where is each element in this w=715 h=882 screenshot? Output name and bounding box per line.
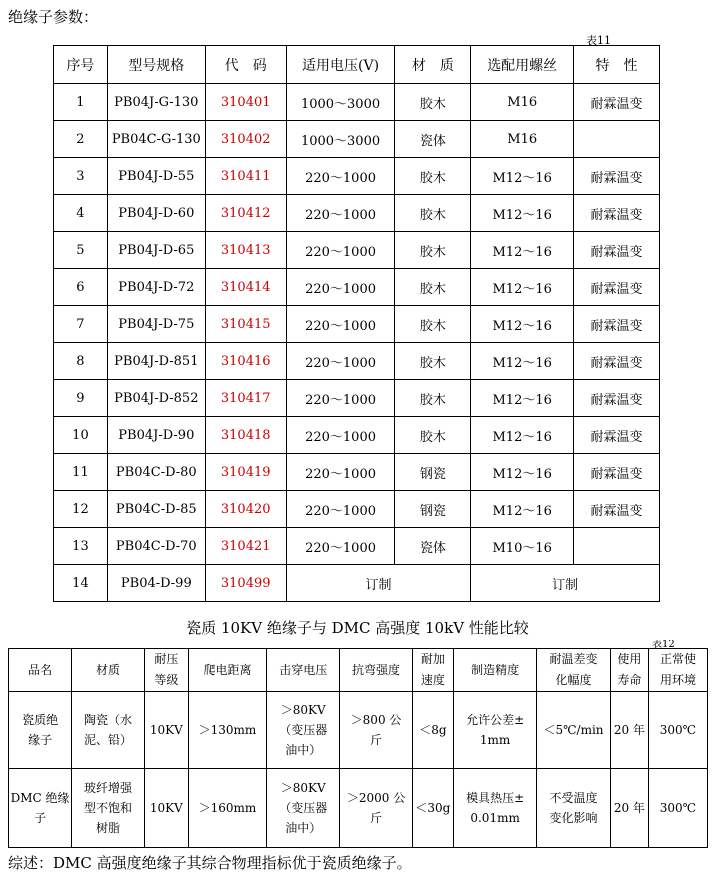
table-cell: PB04J-D-75 [107,306,205,343]
column-header: 适用电压(V) [286,46,395,84]
column-header: 击穿电压 [267,649,340,692]
table-cell: PB04J-D-90 [107,417,205,454]
table-cell: 10 [54,417,108,454]
table-cell: 9 [54,380,108,417]
table-cell: 胶木 [395,84,471,121]
table-cell: 5 [54,232,108,269]
product-code: 310411 [205,158,286,195]
custom-order-cell: 订制 [471,565,660,602]
table-cell: 10KV [144,692,188,769]
table-row [54,565,660,602]
product-code: 310416 [205,343,286,380]
insulator-parameters-table [53,45,660,602]
table-cell: 2 [54,121,108,158]
table-row [54,84,660,121]
column-header: 品名 [9,649,72,692]
performance-comparison-table [8,648,708,848]
table-cell: 220～1000 [286,232,395,269]
table-cell: DMC 绝缘 子 [9,769,72,848]
table-header-row [9,649,708,692]
table-cell: 4 [54,195,108,232]
table-cell [574,528,660,565]
table-cell: 300℃ [648,692,707,769]
table-row [54,232,660,269]
table-cell: 10KV [144,769,188,848]
table-cell: M12～16 [471,454,574,491]
table-cell: 12 [54,491,108,528]
column-header: 材 质 [395,46,471,84]
table-cell: 1 [54,84,108,121]
table-cell: 耐霖温变 [574,491,660,528]
table-cell: 14 [54,565,108,602]
table-cell: PB04J-D-851 [107,343,205,380]
table-cell: 胶木 [395,158,471,195]
table-cell: 7 [54,306,108,343]
product-code: 310417 [205,380,286,417]
table-cell: M16 [471,121,574,158]
product-code: 310499 [205,565,286,602]
table-cell: 钢瓷 [395,491,471,528]
summary-text: 综述：DMC 高强度绝缘子其综合物理指标优于瓷质绝缘子。 [8,854,412,872]
table-row [54,528,660,565]
table-cell [574,121,660,158]
table-cell: 胶木 [395,417,471,454]
custom-order-cell: 订制 [286,565,471,602]
table-cell: 11 [54,454,108,491]
table-cell: 耐霖温变 [574,306,660,343]
table-row [54,306,660,343]
table-cell: 耐霖温变 [574,158,660,195]
table-cell: M12～16 [471,269,574,306]
table-cell: 胶木 [395,232,471,269]
table-cell: 220～1000 [286,491,395,528]
table-cell: PB04J-D-65 [107,232,205,269]
table-cell: 220～1000 [286,269,395,306]
table-cell: 耐霖温变 [574,195,660,232]
table-cell: ＜30g [412,769,453,848]
table-cell: 玻纤增强 型不饱和 树脂 [72,769,145,848]
product-code: 310419 [205,454,286,491]
table-cell: 8 [54,343,108,380]
table-cell: M12～16 [471,158,574,195]
table-cell: 220～1000 [286,417,395,454]
table-cell: PB04C-D-85 [107,491,205,528]
table-row [9,769,708,848]
table-cell: PB04J-D-60 [107,195,205,232]
product-code: 310402 [205,121,286,158]
table-row [54,454,660,491]
column-header: 耐加 速度 [412,649,453,692]
product-code: 310415 [205,306,286,343]
comparison-caption: 瓷质 10KV 绝缘子与 DMC 高强度 10kV 性能比较 [186,619,529,637]
table-row [54,158,660,195]
section-heading: 绝缘子参数： [8,8,99,26]
table-cell: M12～16 [471,417,574,454]
table-row [54,269,660,306]
table-label: 表11 [586,34,611,47]
table-cell: 1000～3000 [286,121,395,158]
table-cell: M12～16 [471,306,574,343]
table-cell: PB04C-D-70 [107,528,205,565]
table-cell: 瓷体 [395,528,471,565]
table-cell: 钢瓷 [395,454,471,491]
column-header: 制造精度 [454,649,537,692]
column-header: 序号 [54,46,108,84]
product-code: 310414 [205,269,286,306]
table-row [54,343,660,380]
product-code: 310413 [205,232,286,269]
table-cell: 220～1000 [286,343,395,380]
column-header: 选配用螺丝 [471,46,574,84]
table-cell: PB04J-D-72 [107,269,205,306]
table-cell: 220～1000 [286,380,395,417]
table-cell: ＞800 公 斤 [340,692,412,769]
table-cell: 耐霖温变 [574,343,660,380]
table-cell: ＜5℃/min [537,692,611,769]
product-code: 310420 [205,491,286,528]
table-cell: 3 [54,158,108,195]
table-cell: 耐霖温变 [574,417,660,454]
table-cell: ＜8g [412,692,453,769]
product-code: 310412 [205,195,286,232]
table-cell: M12～16 [471,232,574,269]
table-cell: 陶瓷（水 泥、铅） [72,692,145,769]
table-cell: M10～16 [471,528,574,565]
table-cell: 胶木 [395,343,471,380]
table-cell: 220～1000 [286,158,395,195]
table-row [54,491,660,528]
table-cell: M12～16 [471,491,574,528]
table-cell: ＞2000 公 斤 [340,769,412,848]
table-cell: PB04C-D-80 [107,454,205,491]
table-cell: PB04J-G-130 [107,84,205,121]
table-label: 表12 [652,640,675,648]
table-header-row [54,46,660,84]
table-cell: 模具热压± 0.01mm [454,769,537,848]
column-header: 爬电距离 [188,649,266,692]
table-cell: ＞80KV （变压器 油中） [267,769,340,848]
table-cell: ＞130mm [188,692,266,769]
column-header: 抗弯强度 [340,649,412,692]
table-cell: PB04-D-99 [107,565,205,602]
table-cell: 220～1000 [286,306,395,343]
table-cell: 胶木 [395,269,471,306]
table-cell: 6 [54,269,108,306]
table-cell: PB04J-D-55 [107,158,205,195]
column-header: 材质 [72,649,145,692]
table-cell: 20 年 [610,769,648,848]
table-row [54,121,660,158]
table-cell: 300℃ [648,769,707,848]
product-code: 310401 [205,84,286,121]
table-cell: PB04C-G-130 [107,121,205,158]
table-cell: 瓷质绝 缘子 [9,692,72,769]
column-header: 耐压 等级 [144,649,188,692]
table-cell: 13 [54,528,108,565]
table-cell: ＞80KV （变压器 油中） [267,692,340,769]
column-header: 型号规格 [107,46,205,84]
table-row [54,195,660,232]
table-cell: 耐霖温变 [574,232,660,269]
column-header: 耐温差变 化幅度 [537,649,611,692]
table-cell: ＞160mm [188,769,266,848]
table-cell: 220～1000 [286,195,395,232]
table-cell: 1000～3000 [286,84,395,121]
column-header: 特 性 [574,46,660,84]
column-header: 使用 寿命 [610,649,648,692]
table-cell: 胶木 [395,306,471,343]
table-cell: 耐霖温变 [574,454,660,491]
column-header: 代 码 [205,46,286,84]
table-cell: 耐霖温变 [574,380,660,417]
table-cell: 220～1000 [286,454,395,491]
table-cell: 不受温度 变化影响 [537,769,611,848]
table-cell: 瓷体 [395,121,471,158]
table-cell: 耐霖温变 [574,84,660,121]
table-cell: 允许公差± 1mm [454,692,537,769]
table-cell: PB04J-D-852 [107,380,205,417]
table-cell: M12～16 [471,380,574,417]
table-cell: 胶木 [395,380,471,417]
table-row [54,417,660,454]
product-code: 310421 [205,528,286,565]
table-cell: M16 [471,84,574,121]
table-cell: 220～1000 [286,528,395,565]
table-cell: 20 年 [610,692,648,769]
table-cell: M12～16 [471,343,574,380]
product-code: 310418 [205,417,286,454]
column-header: 正常使 用环境 [648,649,707,692]
table-row [9,692,708,769]
table-cell: M12～16 [471,195,574,232]
table-cell: 胶木 [395,195,471,232]
table-row [54,380,660,417]
table-cell: 耐霖温变 [574,269,660,306]
